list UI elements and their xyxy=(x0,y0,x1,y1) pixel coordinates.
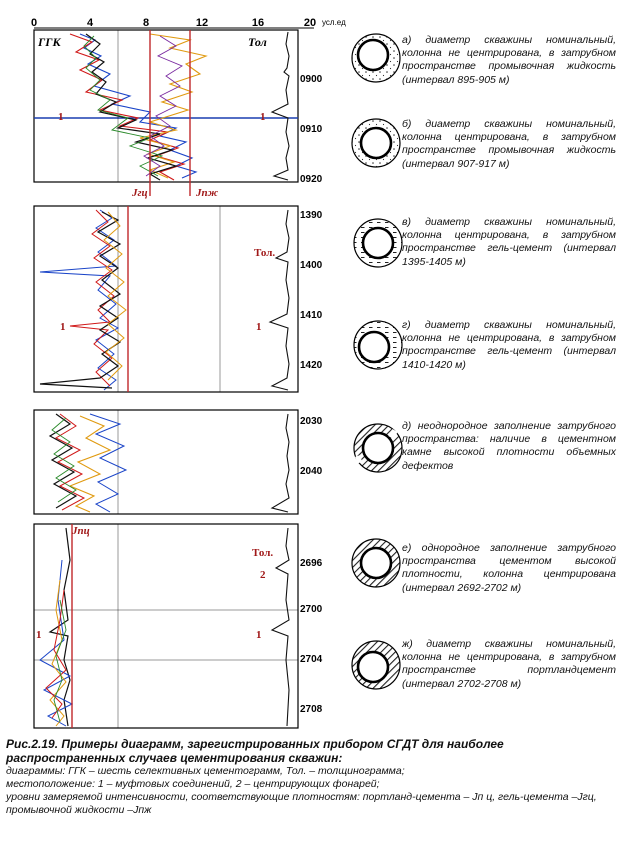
description-d: д) неоднородное заполнение затрубного пространства: наличие в цементном камне высокой плотности объемных дефектов xyxy=(402,420,616,472)
cross-section-g xyxy=(354,321,402,369)
cross-section-d xyxy=(354,424,402,472)
marker-1-left-2: 1 xyxy=(60,321,66,333)
cross-section-b xyxy=(352,119,400,167)
label-jpc-4: Jпц xyxy=(72,525,90,537)
description-v: в) диаметр скважины номинальный, колонна центрирована, в затрубном пространстве гель-цемент (интервал 1395-1405 м) xyxy=(402,216,616,268)
thickness-curve-1 xyxy=(272,32,289,180)
ggk-curve-red-3 xyxy=(56,414,84,510)
caption-title: Рис.2.19. Примеры диаграмм, зарегистрированных прибором СГДТ для наиболее распространенных случаев цементирования скважин: xyxy=(6,737,504,765)
description-e: е) однородное заполнение затрубного пространства цементом высокой плотности, колонна центрирована (интервал 2692-2702 м) xyxy=(402,542,616,594)
axis-tick-8: 8 xyxy=(142,17,150,29)
label-tol: Тол xyxy=(248,35,267,49)
log-panel-3 xyxy=(34,410,323,514)
label-tol-4: Тол. xyxy=(252,547,274,559)
depth-1420: 1420 xyxy=(300,360,323,371)
label-tol-2: Тол. xyxy=(254,247,276,259)
cross-section-a xyxy=(352,34,400,82)
marker-1-left-4: 1 xyxy=(36,629,42,641)
cross-section-v xyxy=(354,219,402,267)
description-a: а) диаметр скважины номинальный, колонна не центрирована, в затрубном пространстве промывочная жидкость (интервал 895-905 м) xyxy=(402,34,616,86)
ggk-curve-blue-1 xyxy=(80,34,196,178)
cross-section-e xyxy=(352,539,400,587)
ggk-curve-blue-3 xyxy=(90,414,126,512)
depth-2704: 2704 xyxy=(300,654,323,665)
depth-0910: 0910 xyxy=(300,124,323,135)
description-g: г) диаметр скважины номинальный, колонна не центрирована, в затрубном пространстве гель-цемент (интервал 1410-1420 м) xyxy=(402,319,616,371)
axis-tick-4: 4 xyxy=(86,17,94,29)
cross-section-zh xyxy=(352,641,400,689)
depth-1390: 1390 xyxy=(300,210,323,221)
top-axis xyxy=(31,17,346,29)
log-panel-1 xyxy=(34,30,323,199)
depth-2040: 2040 xyxy=(300,466,323,477)
thickness-curve-3 xyxy=(272,414,289,512)
log-panel-2 xyxy=(34,206,323,392)
caption-line-2: местоположение: 1 – муфтовых соединений, 2 – центрирующих фонарей; xyxy=(6,778,380,790)
depth-2696: 2696 xyxy=(300,558,323,569)
figure-caption xyxy=(6,737,618,817)
description-zh: ж) диаметр скважины номинальный, колонна не центрирована, в затрубном пространстве портландцемент (интервал 2702-2708 м) xyxy=(402,638,616,690)
axis-tick-16: 16 xyxy=(251,17,265,29)
label-jpzh-1: Jпж xyxy=(196,187,219,199)
depth-0920: 0920 xyxy=(300,174,323,185)
thickness-curve-2 xyxy=(270,210,289,390)
axis-unit: усл.ед xyxy=(322,18,346,27)
depth-2708: 2708 xyxy=(300,704,323,715)
axis-tick-12: 12 xyxy=(195,17,209,29)
caption-line-1: диаграммы: ГГК – шесть селективных цементограмм, Тол. – толщинограмма; xyxy=(6,765,405,777)
label-ggk: ГГК xyxy=(38,35,61,49)
marker-2-right-4: 2 xyxy=(260,569,266,581)
depth-1400: 1400 xyxy=(300,260,323,271)
axis-tick-20: 20 xyxy=(303,17,317,29)
axis-tick-0: 0 xyxy=(30,17,38,29)
log-panel-4 xyxy=(34,524,323,728)
depth-1410: 1410 xyxy=(300,310,323,321)
thickness-curve-4 xyxy=(272,528,289,726)
description-b: б) диаметр скважины номинальный, колонна центрирована, в затрубном пространстве промывочная жидкость (интервал 907-917 м) xyxy=(402,118,616,170)
marker-1-left: 1 xyxy=(58,111,64,123)
depth-2030: 2030 xyxy=(300,416,323,427)
marker-1-right-2: 1 xyxy=(256,321,262,333)
caption-line-3: уровни замеряемой интенсивности, соответствующие плотностям: портланд-цемента – Jп ц, гель-цемента –Jгц, промывочной жидкости –Jпж xyxy=(6,791,597,816)
label-jgc-1: Jгц xyxy=(132,187,148,199)
marker-1-right-4: 1 xyxy=(256,629,262,641)
depth-0900: 0900 xyxy=(300,74,323,85)
marker-1-right: 1 xyxy=(260,111,266,123)
depth-2700: 2700 xyxy=(300,604,323,615)
